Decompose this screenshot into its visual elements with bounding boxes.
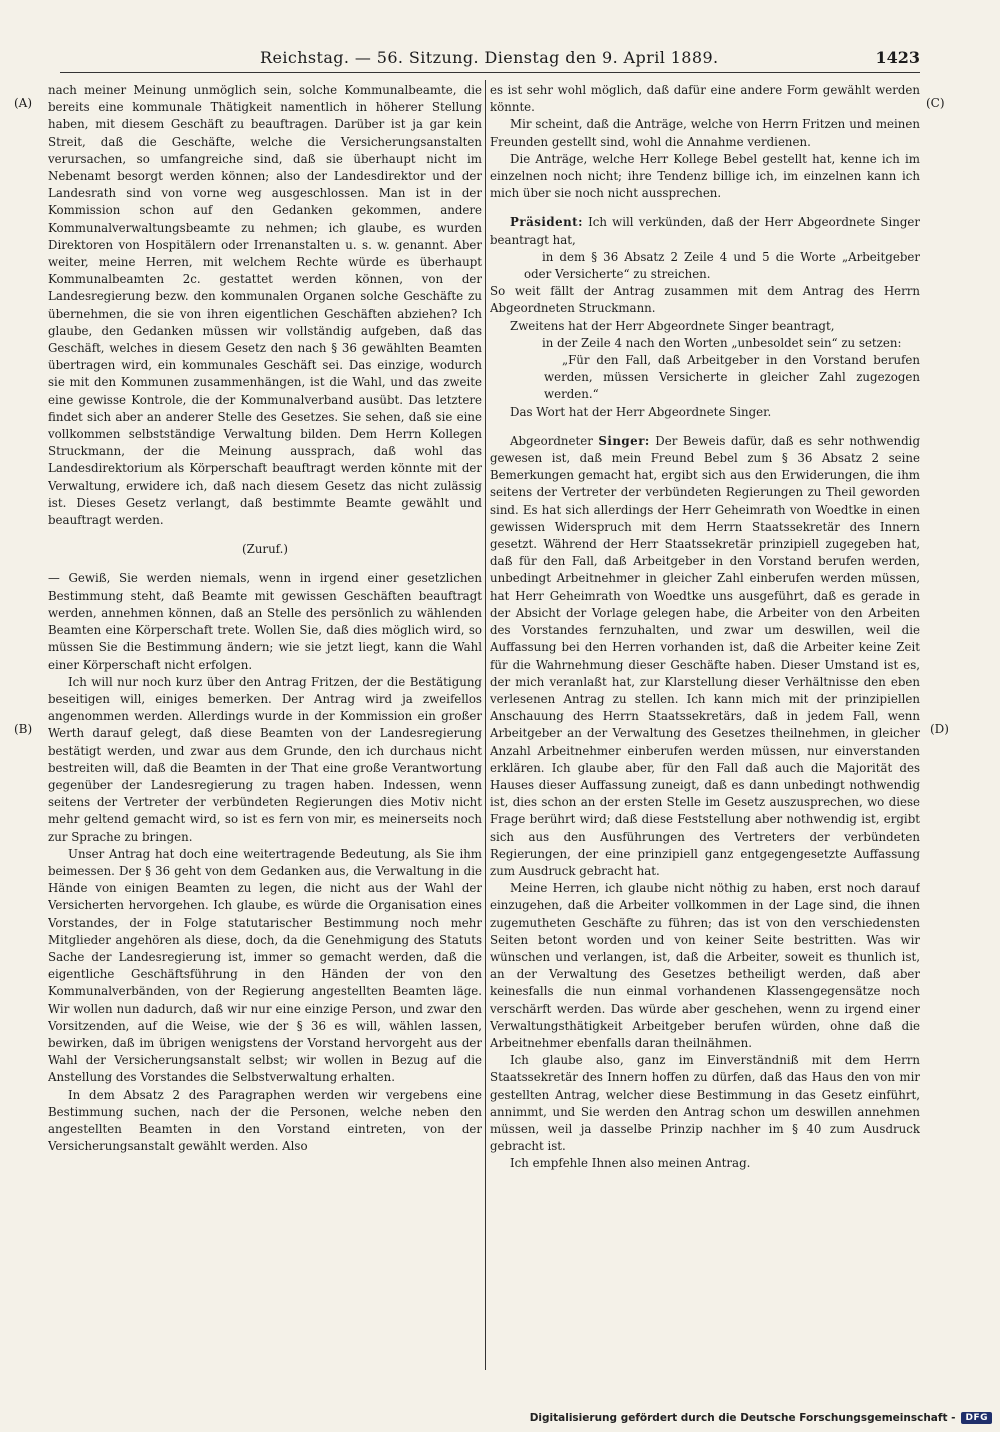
right-column [490, 82, 920, 1370]
paragraph: Das Wort hat der Herr Abgeordnete Singer. [510, 404, 772, 419]
running-header [60, 46, 922, 72]
footer-text: Digitalisierung gefördert durch die Deutsche Forschungsgemeinschaft - [529, 1412, 956, 1424]
margin-mark-a: (A) [14, 96, 33, 110]
motion-quote: „Für den Fall, daß Arbeitgeber in den Vorstand berufen werden, müssen Versicherte in gleicher Zahl zugezogen werden.“ [544, 353, 920, 402]
motion-text: in dem § 36 Absatz 2 Zeile 4 und 5 die Worte „Arbeitgeber oder Versicherte“ zu streichen. [524, 249, 920, 282]
paragraph: Mir scheint, daß die Anträge, welche von Herrn Fritzen und meinen Freunden gestellt sind, wohl die Annahme verdienen. [490, 117, 920, 149]
paragraph: Ich empfehle Ihnen also meinen Antrag. [510, 1156, 751, 1171]
singer-speech [490, 433, 920, 880]
speaker-label: Präsident: [510, 215, 583, 230]
paragraph: nach meiner Meinung unmöglich sein, solche Kommunalbeamte, die bereits eine kommunale Thätigkeit namentlich in höherer Stellung haben, mit diesem Geschäft zu beauftragen. Darüber ist ja gar kein Streit, daß die Geschäfte, welche die Versicherungsanstalten verursachen, so umfangreiche sind, daß sie überhaupt nicht im Nebenamt besorgt werden können; also der Landesdirektor und der Landesrath sind von vorne weg ausgeschlossen. Man ist in der Kommission schon auf den Gedanken gekommen, andere Kommunalverwaltungsbeamte zu nehmen; ich glaube, es wurden Direktoren von Hospitälern oder Irrenanstalten u. s. w. genannt. Aber weiter, meine Herren, mit welchem Rechte würde es überhaupt Kommunalbeamten 2c. gestattet werden können, von der Landesregierung bezw. den kommunalen Organen solche Geschäfte zu übernehmen, die sie von ihren eigentlichen Geschäften abziehen? Ich glaube, den Gedanken müssen wir vollständig aufgeben, daß das Geschäft, welches in diesem Gesetz den nach § 36 gewählten Beamten übertragen wird, ein kommunales Geschäft sei. Das einzige, wodurch sie mit den Kommunen zusammenhängen, ist die Wahl, und das zweite eine gewisse Kontrole, die der Kommunalverband ausübt. Das letztere findet sich aber an anderer Stelle des Gesetzes. Sie sehen, daß sie eine vollkommen selbstständige Verwaltung bilden. Dem Herrn Kollegen Struckmann, der die Meinung aussprach, daß wohl das Landesdirektorium als Körperschaft beauftragt werden könnte mit der Verwaltung, erwidere ich, daß nach diesem Gesetz das nicht zulässig ist. Dieses Gesetz verlangt, daß bestimmte Beamte gewählt und beauftragt werden. [48, 83, 482, 528]
margin-mark-c: (C) [926, 96, 945, 110]
paragraph: In dem Absatz 2 des Paragraphen werden wir vergebens eine Bestimmung suchen, nach der die Personen, welche neben den angestellten Beamten in den Vorstand eintreten, von der Versicherungsanstalt gewählt werden. Also [48, 1087, 482, 1154]
speech-text: Der Beweis dafür, daß es sehr nothwendig gewesen ist, daß mein Freund Bebel zum § 36 Absatz 2 seine Bemerkungen gemacht hat, ergibt sich aus den Erwiderungen, die ihm seitens der Vertreter der verbündeten Regierungen zu Theil geworden sind. Es hat sich allerdings der Herr Geheimrath von Woedtke in einen gewissen Widerspruch mit dem Herrn Staatssekretär des Innern gesetzt. Während der Herr Staatssekretär prinzipiell zugegeben hat, daß für den Fall, daß Arbeitgeber in den Vorstand berufen werden, unbedingt Arbeitnehmer in gleicher Zahl einberufen werden müssen, hat Herr Geheimrath von Woedtke uns ausgeführt, daß es gerade in der Absicht der Vorlage gelegen habe, die Arbeiter von den Arbeiten des Vorstandes fernzuhalten, und zwar um deswillen, weil die Auffassung bei den Herren vorhanden ist, daß die Arbeiter keine Zeit für die Wahrnehmung dieser Geschäfte haben. Dieser Umstand ist es, der mich veranlaßt hat, zur Klarstellung dieser Verhältnisse den eben verlesenen Antrag zu stellen. Ich kann mich mit der prinzipiellen Anschauung des Herrn Staatssekretärs, daß in jedem Fall, wenn Arbeitgeber an der Verwaltung des Gesetzes theilnehmen, in gleicher Anzahl Arbeitnehmer einberufen werden müssen, nur einverstanden erklären. Ich glaube aber, für den Fall daß auch die Majorität des Hauses dieser Auffassung zuneigt, daß es dann unbedingt nothwendig ist, dies schon an der ersten Stelle im Gesetz auszusprechen, wo diese Frage berührt wird; daß diese Feststellung aber nothwendig ist, ergibt sich aus den Ausführungen des Vertreters der verbündeten Regierungen, der eine prinzipiell ganz entgegengesetzte Auffassung zum Ausdruck gebracht hat. [490, 433, 920, 878]
paragraph: Die Anträge, welche Herr Kollege Bebel gestellt hat, kenne ich im einzelnen noch nicht; ihre Tendenz billige ich, im einzelnen kann ich mich über sie noch nicht aussprechen. [490, 151, 920, 201]
column-divider [485, 80, 486, 1370]
paragraph: Unser Antrag hat doch eine weitertragende Bedeutung, als Sie ihm beimessen. Der § 36 geht von dem Gedanken aus, die Verwaltung in die Hände von einigen Beamten zu legen, die nicht aus der Wahl der Versicherten hervorgehen. Ich glaube, es würde die Organisation eines Vorstandes, der in Folge statutarischer Bestimmung noch mehr Mitglieder angehören als diese, doch, da die Genehmigung des Statuts Sache der Landesregierung ist, immer so gemacht werden, daß die eigentliche Geschäftsführung in den Händen der von den Kommunalverbänden, von der Regierung angestellten Beamten läge. Wir wollen nun dadurch, daß wir nur eine einzige Person, und zwar den Vorsitzenden, auf die Weise, wie der § 36 es will, wählen lassen, bewirken, daß im übrigen wenigstens der Vorstand hervorgeht aus der Wahl der Versicherungsanstalt selbst; wir wollen in Bezug auf die Anstellung des Vorstandes die Selbstverwaltung erhalten. [48, 846, 482, 1085]
speech-text: Ich will verkünden, daß der Herr Abgeordnete Singer beantragt hat, [490, 215, 920, 247]
president-statement [490, 214, 920, 248]
running-head-text: Reichstag. — 56. Sitzung. Dienstag den 9. April 1889. [260, 48, 719, 67]
paragraph: Zweitens hat der Herr Abgeordnete Singer beantragt, [510, 318, 835, 333]
speaker-label: Singer: [598, 433, 650, 448]
dfg-logo: DFG [961, 1412, 992, 1424]
interjection: (Zuruf.) [242, 542, 288, 557]
motion-text: in der Zeile 4 nach den Worten „unbesoldet sein“ zu setzen: [542, 335, 902, 350]
page-number: 1423 [875, 48, 920, 67]
paragraph: — Gewiß, Sie werden niemals, wenn in irgend einer gesetzlichen Bestimmung steht, daß Beamte mit gewissen Geschäften beauftragt werden, annehmen können, daß an Stelle des persönlich zu wählenden Beamten eine Körperschaft trete. Wollen Sie, daß dies möglich wird, so müssen Sie die Bestimmung ändern; wie sie jetzt liegt, kann die Wahl einer Körperschaft nicht erfolgen. [48, 571, 482, 672]
margin-mark-d: (D) [930, 722, 949, 736]
left-column [48, 82, 482, 1370]
paragraph: Ich will nur noch kurz über den Antrag Fritzen, der die Bestätigung beseitigen will, einiges bemerken. Der Antrag wird ja zweifellos angenommen werden. Allerdings wurde in der Kommission ein großer Werth darauf gelegt, daß diese Beamten von der Landesregierung bestätigt werden, und zwar aus dem Grunde, den ich durchaus nicht bestreiten will, daß die Beamten in der That eine große Verantwortung gegenüber der Landesregierung zu tragen haben. Indessen, wenn seitens der Vertreter der verbündeten Regierungen dies Motiv nicht mehr geltend gemacht wird, so ist es fern von mir, es meinerseits noch zur Sprache zu bringen. [48, 674, 482, 844]
digitization-footer [530, 1410, 992, 1426]
paragraph: es ist sehr wohl möglich, daß dafür eine andere Form gewählt werden könnte. [490, 83, 920, 115]
paragraph: Meine Herren, ich glaube nicht nöthig zu haben, erst noch darauf einzugehen, daß die Arbeiter vollkommen in der Lage sind, die ihnen zugemutheten Geschäfte zu führen; das ist von den verschiedensten Seiten betont worden und von keiner Seite bestritten. Was wir wünschen und verlangen, ist, daß die Arbeiter, soweit es thunlich ist, an der Verwaltung des Gesetzes betheiligt werden, daß aber keinesfalls die nun einmal vorhandenen Klassengegensätze noch verschärft werden. Das würde aber geschehen, wenn zu irgend einer Verwaltungsthätigkeit Arbeitgeber berufen würden, ohne daß die Arbeitnehmer ebenfalls daran theilnähmen. [490, 881, 920, 1050]
margin-mark-b: (B) [14, 722, 33, 736]
paragraph: So weit fällt der Antrag zusammen mit dem Antrag des Herrn Abgeordneten Struckmann. [490, 284, 920, 316]
paragraph: Ich glaube also, ganz im Einverständniß mit dem Herrn Staatssekretär des Innern hoffen zu dürfen, daß das Haus den von mir gestellten Antrag, welcher diese Bestimmung in das Gesetz einführt, annimmt, und Sie werden den Antrag schon um deswillen annehmen müssen, weil ja dasselbe Prinzip nachher im § 40 zum Ausdruck gebracht ist. [490, 1053, 920, 1154]
header-rule [60, 72, 920, 73]
speaker-prefix: Abgeordneter [510, 433, 599, 448]
